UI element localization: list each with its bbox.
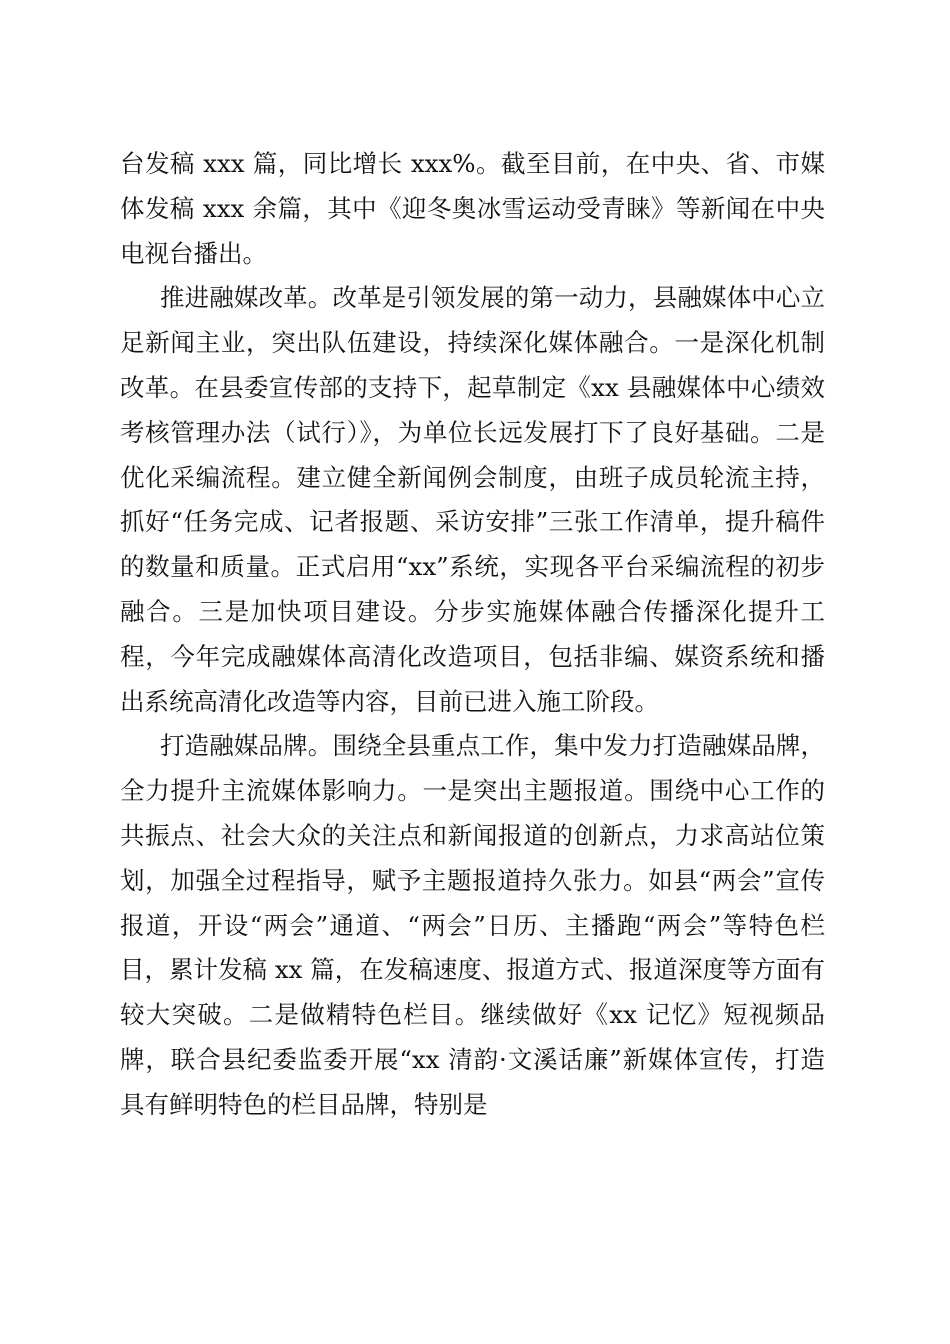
paragraph-media-brand: 打造融媒品牌。围绕全县重点工作，集中发力打造融媒品牌，全力提升主流媒体影响力。一是突出主题报道。围绕中心工作的共振点、社会大众的关注点和新闻报道的创新点，力求高站位策划，加强全过程指导，赋予主题报道持久张力。如县“两会”宣传报道，开设“两会”通道、“两会”日历、主播跑“两会”等特色栏目，累计发稿 xx 篇，在发稿速度、报道方式、报道深度等方面有较大突破。二是做精特色栏目。继续做好《xx 记忆》短视频品牌，联合县纪委监委开展“xx 清韵·文溪话廉”新媒体宣传，打造具有鲜明特色的栏目品牌，特别是	[120, 731, 825, 1119]
document-body	[120, 142, 825, 1128]
paragraph-media-reform: 推进融媒改革。改革是引领发展的第一动力，县融媒体中心立足新闻主业，突出队伍建设，持续深化媒体融合。一是深化机制改革。在县委宣传部的支持下，起草制定《xx 县融媒体中心绩效考核管理办法（试行）》，为单位长远发展打下了良好基础。二是优化采编流程。建立健全新闻例会制度，由班子成员轮流主持，抓好“任务完成、记者报题、采访安排”三张工作清单，提升稿件的数量和质量。正式启用“xx”系统，实现各平台采编流程的初步融合。三是加快项目建设。分步实施媒体融合传播深化提升工程，今年完成融媒体高清化改造项目，包括非编、媒资系统和播出系统高清化改造等内容，目前已进入施工阶段。	[120, 283, 825, 716]
paragraph-continuation: 台发稿 xxx 篇，同比增长 xxx%。截至目前，在中央、省、市媒体发稿 xxx 余篇，其中《迎冬奥冰雪运动受青睐》等新闻在中央电视台播出。	[120, 149, 825, 268]
